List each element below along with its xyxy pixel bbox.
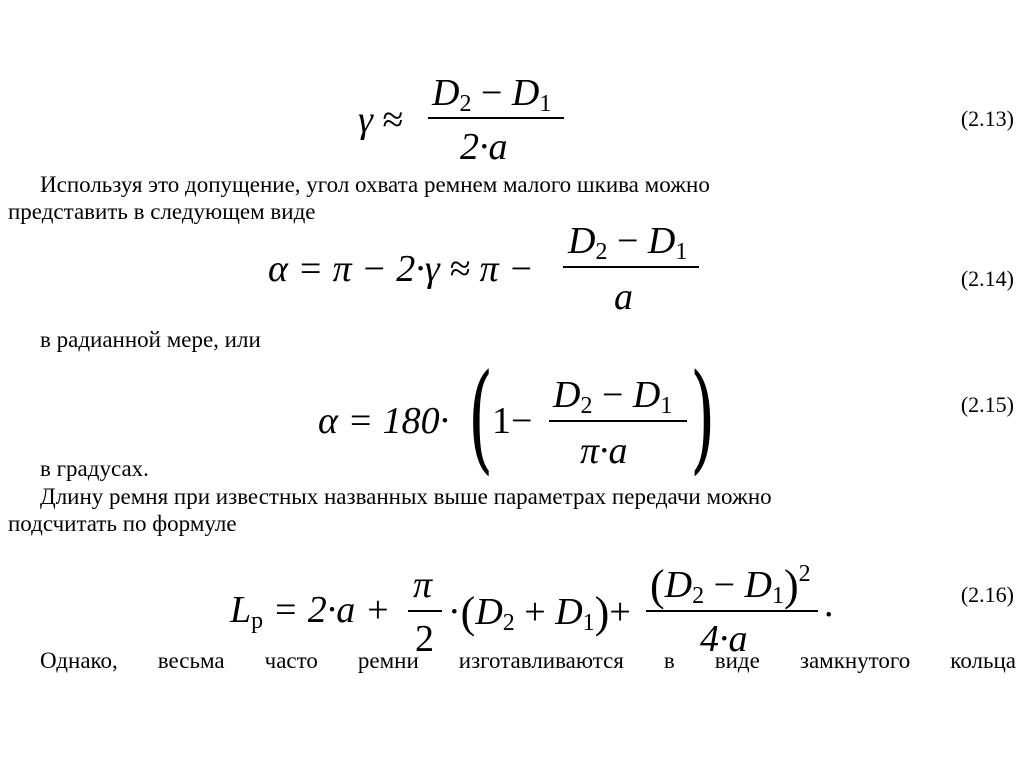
fraction-numerator: $D_2 - D_1$ <box>553 374 673 419</box>
equation-lhs: α = 180· <box>318 400 450 442</box>
approx-sign: ≈ <box>382 99 404 141</box>
equation-number: (2.16) <box>960 582 1014 607</box>
paragraph-line: представить в следующем виде <box>8 199 316 224</box>
fraction-denominator: 2·a <box>460 126 508 168</box>
equation-period: . <box>824 583 834 625</box>
left-parenthesis: ( <box>468 348 494 486</box>
right-parenthesis: ) <box>690 348 716 486</box>
paragraph-line: Используя это допущение, угол охвата ремнем малого шкива можно <box>40 172 710 197</box>
gamma-symbol: γ <box>358 99 373 141</box>
fraction-bar <box>549 420 687 422</box>
one-minus: 1− <box>492 400 533 442</box>
equation-number: (2.14) <box>960 266 1014 291</box>
fraction-denominator: a <box>614 276 633 318</box>
sum-term: $\cdot(D_2 + D_1)+$ <box>448 588 631 637</box>
paragraph-line: подсчитать по формуле <box>8 511 237 536</box>
fraction-denominator: 4·a <box>700 618 748 660</box>
pi-numerator: π <box>413 564 433 606</box>
fraction-numerator: $D_2 - D_1$ <box>432 72 552 117</box>
fraction-bar <box>428 117 564 119</box>
equation-number: (2.13) <box>960 106 1014 131</box>
paragraph-line: Длину ремня при известных названных выше параметрах передачи можно <box>40 484 772 509</box>
paragraph-line: Однако, весьма часто ремни изготавливаются в виде замкнутого кольца <box>40 648 1016 673</box>
equation-lhs: $L_p = 2\cdot a$ + <box>230 589 391 634</box>
two-denominator: 2 <box>415 618 434 660</box>
fraction-bar <box>646 610 818 612</box>
paragraph-line: в радианной мере, или <box>40 327 261 352</box>
fraction-numerator: $D_2 - D_1$ <box>568 220 688 265</box>
fraction-numerator: $(D_2 - D_1)^2$ <box>650 561 811 610</box>
fraction-bar <box>563 266 699 268</box>
equation-lhs: α = π − 2·γ ≈ π − <box>268 248 534 290</box>
fraction-bar <box>408 610 442 612</box>
paragraph-line: в градусах. <box>40 456 149 481</box>
fraction-denominator: π·a <box>580 430 628 472</box>
equation-number: (2.15) <box>960 392 1014 417</box>
